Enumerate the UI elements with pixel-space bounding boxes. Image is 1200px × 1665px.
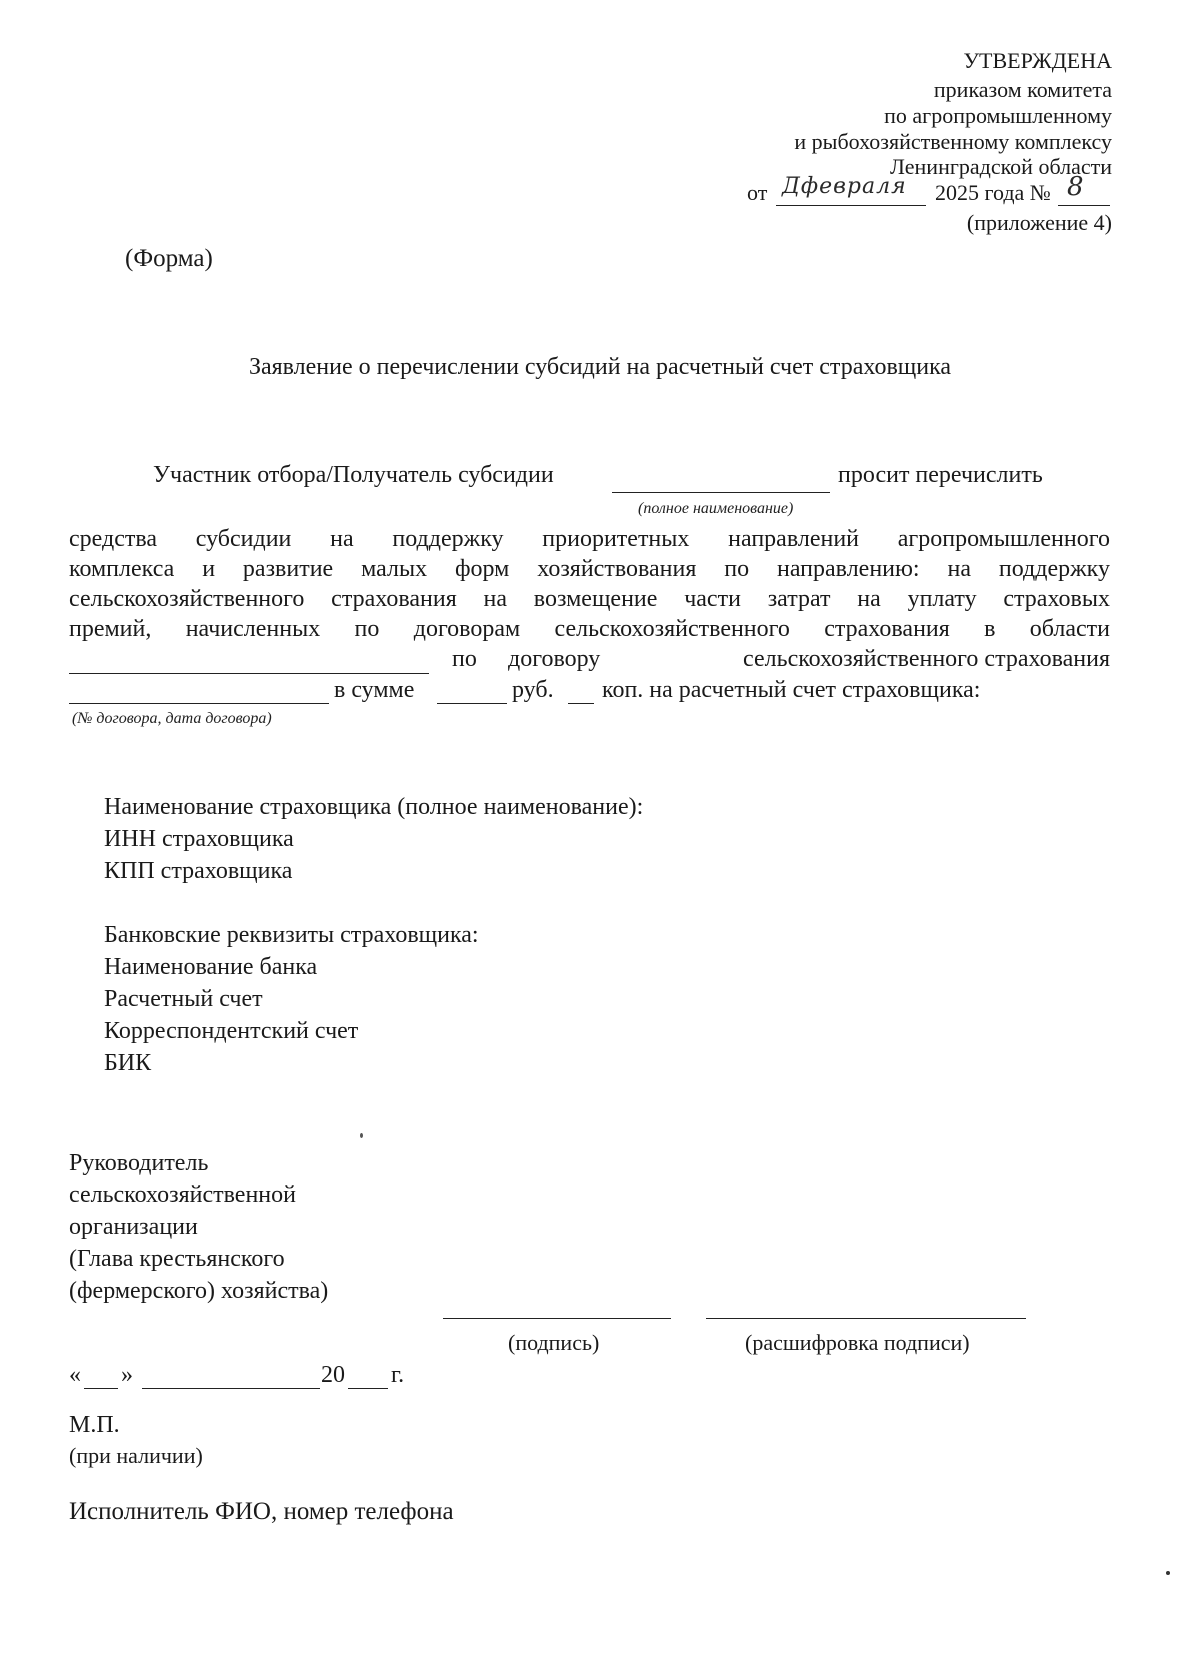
line5-rest: сельскохозяйственного страхования xyxy=(743,646,1110,672)
approval-date-handwritten: Дфевраля xyxy=(782,174,907,199)
approval-appendix: (приложение 4) xyxy=(966,210,1112,235)
page-title: Заявление о перечислении субсидий на расчетный счет страховщика xyxy=(248,354,952,380)
applicant-name-field[interactable] xyxy=(612,492,830,493)
intro-right: просит перечислить xyxy=(838,462,1043,488)
form-label: (Форма) xyxy=(125,245,213,272)
signature-field[interactable] xyxy=(443,1318,671,1319)
contract-field[interactable] xyxy=(69,703,329,704)
line6-kop: коп. на расчетный счет страховщика: xyxy=(602,677,981,703)
body-line-1: средства субсидии на поддержку приоритетных направлений агропромышленного xyxy=(69,526,1110,552)
date-open-quote: « xyxy=(69,1362,81,1388)
signatory-line-1: Руководитель xyxy=(69,1150,209,1176)
approval-date-year: 2025 года № xyxy=(935,180,1051,205)
scan-speck xyxy=(1166,1571,1170,1575)
scan-speck xyxy=(360,1133,363,1138)
bank-account-label: Расчетный счет xyxy=(104,986,263,1012)
approval-line-3: и рыбохозяйственному комплексу xyxy=(794,129,1112,154)
approval-date-underline xyxy=(776,205,926,206)
signatory-line-5: (фермерского) хозяйства) xyxy=(69,1278,329,1304)
bank-bik-label: БИК xyxy=(104,1050,152,1076)
amount-rub-field[interactable] xyxy=(437,703,507,704)
approval-line-4: Ленинградской области xyxy=(890,154,1112,179)
approval-number-handwritten: 8 xyxy=(1067,172,1085,202)
bank-name-label: Наименование банка xyxy=(104,954,318,980)
signature-decode-field[interactable] xyxy=(706,1318,1026,1319)
body-line-2: комплекса и развитие малых форм хозяйствования по направлению: на поддержку xyxy=(69,556,1110,582)
date-year-prefix: 20 xyxy=(321,1362,345,1388)
full-name-hint: (полное наименование) xyxy=(638,500,794,517)
amount-kop-field[interactable] xyxy=(568,703,594,704)
signatory-line-4: (Глава крестьянского xyxy=(69,1246,285,1272)
date-year-field[interactable] xyxy=(348,1388,388,1389)
signatory-line-2: сельскохозяйственной xyxy=(69,1182,296,1208)
contract-hint: (№ договора, дата договора) xyxy=(72,710,272,727)
signature-hint: (подпись) xyxy=(508,1330,600,1355)
date-year-suffix: г. xyxy=(391,1362,405,1388)
approval-date-prefix: от xyxy=(747,180,768,205)
approval-number-underline xyxy=(1058,205,1110,206)
body-line-4: премий, начисленных по договорам сельскохозяйственного страхования в области xyxy=(69,616,1110,642)
stamp-hint: (при наличии) xyxy=(69,1443,203,1468)
date-day-field[interactable] xyxy=(84,1388,118,1389)
approval-line-2: по агропромышленному xyxy=(884,103,1112,128)
intro-left: Участник отбора/Получатель субсидии xyxy=(153,462,554,488)
line6-sum: в сумме xyxy=(334,677,415,703)
bank-corr-account-label: Корреспондентский счет xyxy=(104,1018,359,1044)
signatory-line-3: организации xyxy=(69,1214,198,1240)
executor-label: Исполнитель ФИО, номер телефона xyxy=(69,1498,454,1525)
body-line-3: сельскохозяйственного страхования на возмещение части затрат на уплату страховых xyxy=(69,586,1110,612)
line5-dogovoru: договору xyxy=(508,646,601,672)
stamp-label: М.П. xyxy=(69,1412,120,1438)
approval-title: УТВЕРЖДЕНА xyxy=(963,48,1112,73)
insurer-name-label: Наименование страховщика (полное наименование): xyxy=(104,794,644,820)
date-month-field[interactable] xyxy=(142,1388,320,1389)
signature-decode-hint: (расшифровка подписи) xyxy=(745,1330,970,1355)
date-close-quote: » xyxy=(121,1362,133,1388)
insurer-inn-label: ИНН страховщика xyxy=(104,826,294,852)
line6-rub: руб. xyxy=(512,677,554,703)
bank-header: Банковские реквизиты страховщика: xyxy=(104,922,479,948)
line5-po: по xyxy=(452,646,477,672)
insurer-kpp-label: КПП страховщика xyxy=(104,858,293,884)
approval-line-1: приказом комитета xyxy=(933,77,1112,102)
region-field[interactable] xyxy=(69,673,429,674)
